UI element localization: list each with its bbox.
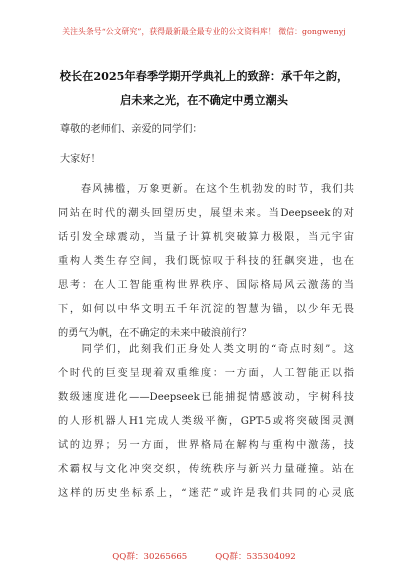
paragraph-2: [58, 338, 354, 506]
promo-header: 关注头条号“公文研究”，获得最新最全最专业的公文资料库！ 微信：gongwenyj: [62, 27, 346, 36]
document-title-line-1: 校长在2025年春季学期开学典礼上的致辞：承千年之韵，: [59, 69, 349, 83]
qq-footer: [0, 550, 408, 562]
paragraph-line: 试的边界；另一方面，世界格局在解构与重构中激荡，技: [58, 440, 354, 451]
paragraph-line: 话引发全球震动，当量子计算机突破算力极限，当元宇宙: [58, 232, 354, 243]
paragraph-line: 的勇气为帆，在不确定的未来中破浪前行？: [58, 328, 252, 339]
paragraph-line: 同学们，此刻我们正身处人类文明的“奇点时刻”。这: [58, 344, 354, 355]
paragraph-line: 下，如何以中华文明五千年沉淀的智慧为锚，以少年无畏: [58, 304, 354, 315]
salutation: [58, 118, 354, 142]
paragraph-line: 重构人类生存空间，我们既惊叹于科技的狂飙突进，也在: [58, 256, 354, 267]
paragraph-line: 数级速度进化——Deepseek已能捕捉情感波动，宇树科技: [58, 392, 354, 403]
qq-group-2: QQ群：535304092: [215, 552, 296, 562]
qq-group-1: QQ群：30265665: [112, 552, 188, 562]
paragraph-line: 思考：在人工智能重构世界秩序、国际格局风云激荡的当: [58, 280, 354, 291]
salutation-text: 尊敬的老师们、亲爱的同学们：: [60, 124, 203, 135]
paragraph-line: 术霸权与文化冲突交织，传统秩序与新兴力量碰撞。站在: [58, 464, 354, 475]
paragraph-line: 春风拂槛，万象更新。在这个生机勃发的时节，我们共: [58, 184, 354, 195]
paragraph-1: [58, 178, 354, 346]
greeting-text: 大家好！: [60, 154, 101, 165]
paragraph-line: 个时代的巨变呈现着双重维度：一方面，人工智能正以指: [58, 368, 354, 379]
document-title-line-2: 启未来之光，在不确定中勇立潮头: [120, 93, 288, 107]
paragraph-line: 同站在时代的潮头回望历史，展望未来。当Deepseek的对: [58, 208, 354, 219]
greeting: [58, 148, 354, 172]
paragraph-line: 这样的历史坐标系上，“迷茫”或许是我们共同的心灵底: [58, 488, 354, 499]
paragraph-line: 的人形机器人H1完成人类级平衡，GPT-5或将突破图灵测: [58, 416, 354, 427]
